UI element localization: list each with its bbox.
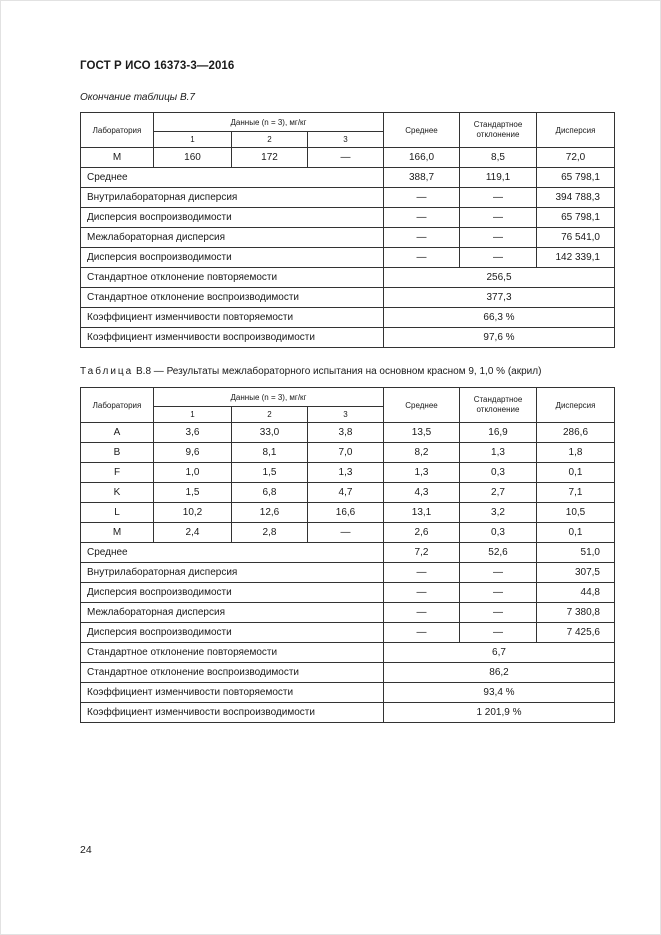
std-dev-cell: —: [460, 583, 537, 603]
stat-label: Коэффициент изменчивости повторяемости: [81, 308, 384, 328]
std-dev-cell: 1,3: [460, 443, 537, 463]
std-dev-cell: 52,6: [460, 543, 537, 563]
summary-label: Среднее: [81, 543, 384, 563]
results-table-b8: [80, 387, 615, 723]
header-std-dev: Стандартное отклонение: [460, 113, 537, 148]
stat-value: 97,6 %: [384, 328, 615, 348]
variance-cell: 65 798,1: [537, 208, 615, 228]
caption-prefix: Таблица: [80, 366, 134, 377]
summary-label: Дисперсия воспроизводимости: [81, 248, 384, 268]
stat-row: [81, 703, 615, 723]
lab-cell: K: [81, 483, 154, 503]
mean-cell: —: [384, 188, 460, 208]
value-cell-3: 3,8: [308, 423, 384, 443]
mean-cell: —: [384, 603, 460, 623]
summary-label: Дисперсия воспроизводимости: [81, 583, 384, 603]
summary-row: [81, 208, 615, 228]
stat-label: Стандартное отклонение повторяемости: [81, 268, 384, 288]
header-mean: Среднее: [384, 113, 460, 148]
value-cell-2: 12,6: [232, 503, 308, 523]
header-data: Данные (n = 3), мг/кг: [154, 113, 384, 132]
variance-cell: 51,0: [537, 543, 615, 563]
value-cell-2: 1,5: [232, 463, 308, 483]
stat-row: [81, 683, 615, 703]
summary-label: Дисперсия воспроизводимости: [81, 623, 384, 643]
stat-label: Коэффициент изменчивости воспроизводимости: [81, 703, 384, 723]
stat-row: [81, 308, 615, 328]
value-cell-3: 1,3: [308, 463, 384, 483]
summary-row: [81, 623, 615, 643]
header-data: Данные (n = 3), мг/кг: [154, 388, 384, 407]
subheader-1: 1: [154, 407, 232, 423]
lab-row: [81, 483, 615, 503]
summary-row: [81, 168, 615, 188]
lab-cell: M: [81, 523, 154, 543]
value-cell-1: 9,6: [154, 443, 232, 463]
variance-cell: 7,1: [537, 483, 615, 503]
header-laboratory: Лаборатория: [81, 113, 154, 148]
variance-cell: 7 380,8: [537, 603, 615, 623]
variance-cell: 10,5: [537, 503, 615, 523]
mean-cell: 7,2: [384, 543, 460, 563]
page-number: 24: [80, 844, 92, 856]
lab-cell: L: [81, 503, 154, 523]
header-variance: Дисперсия: [537, 113, 615, 148]
stat-label: Коэффициент изменчивости повторяемости: [81, 683, 384, 703]
lab-cell: M: [81, 148, 154, 168]
mean-cell: 1,3: [384, 463, 460, 483]
stat-value: 66,3 %: [384, 308, 615, 328]
value-cell-1: 1,0: [154, 463, 232, 483]
table-body: [81, 113, 615, 348]
results-table-b7: [80, 112, 615, 348]
stat-row: [81, 663, 615, 683]
std-dev-cell: —: [460, 188, 537, 208]
stat-value: 377,3: [384, 288, 615, 308]
std-dev-cell: —: [460, 208, 537, 228]
std-dev-cell: 3,2: [460, 503, 537, 523]
std-dev-cell: —: [460, 563, 537, 583]
stat-value: 1 201,9 %: [384, 703, 615, 723]
summary-row: [81, 563, 615, 583]
summary-label: Межлабораторная дисперсия: [81, 228, 384, 248]
mean-cell: 13,1: [384, 503, 460, 523]
variance-cell: 76 541,0: [537, 228, 615, 248]
lab-row: [81, 423, 615, 443]
variance-cell: 307,5: [537, 563, 615, 583]
mean-cell: 13,5: [384, 423, 460, 443]
value-cell-3: —: [308, 148, 384, 168]
std-dev-cell: 119,1: [460, 168, 537, 188]
caption-text: В.8 — Результаты межлабораторного испытания на основном красном 9, 1,0 % (акрил): [133, 366, 542, 377]
variance-cell: 286,6: [537, 423, 615, 443]
stat-value: 6,7: [384, 643, 615, 663]
standard-title: ГОСТ Р ИСО 16373-3—2016: [80, 60, 235, 72]
lab-cell: F: [81, 463, 154, 483]
variance-cell: 1,8: [537, 443, 615, 463]
summary-row: [81, 583, 615, 603]
value-cell-1: 2,4: [154, 523, 232, 543]
summary-row: [81, 228, 615, 248]
value-cell-3: 4,7: [308, 483, 384, 503]
lab-row: [81, 503, 615, 523]
mean-cell: —: [384, 208, 460, 228]
mean-cell: 2,6: [384, 523, 460, 543]
header-row: [81, 388, 615, 407]
header-row: [81, 113, 615, 132]
summary-label: Внутрилабораторная дисперсия: [81, 188, 384, 208]
summary-row: [81, 188, 615, 208]
stat-row: [81, 643, 615, 663]
value-cell-2: 172: [232, 148, 308, 168]
summary-label: Межлабораторная дисперсия: [81, 603, 384, 623]
header-mean: Среднее: [384, 388, 460, 423]
variance-cell: 394 788,3: [537, 188, 615, 208]
std-dev-cell: 0,3: [460, 463, 537, 483]
std-dev-cell: —: [460, 228, 537, 248]
stat-label: Стандартное отклонение повторяемости: [81, 643, 384, 663]
variance-cell: 44,8: [537, 583, 615, 603]
std-dev-cell: 2,7: [460, 483, 537, 503]
summary-row: [81, 248, 615, 268]
stat-row: [81, 328, 615, 348]
mean-cell: 8,2: [384, 443, 460, 463]
variance-cell: 0,1: [537, 463, 615, 483]
value-cell-3: —: [308, 523, 384, 543]
header-std-dev: Стандартное отклонение: [460, 388, 537, 423]
mean-cell: —: [384, 228, 460, 248]
variance-cell: 7 425,6: [537, 623, 615, 643]
mean-cell: —: [384, 248, 460, 268]
lab-row: [81, 463, 615, 483]
header-laboratory: Лаборатория: [81, 388, 154, 423]
variance-cell: 0,1: [537, 523, 615, 543]
value-cell-2: 6,8: [232, 483, 308, 503]
table-caption-continuation: Окончание таблицы В.7: [80, 92, 195, 103]
stat-label: Коэффициент изменчивости воспроизводимости: [81, 328, 384, 348]
subheader-3: 3: [308, 132, 384, 148]
mean-cell: —: [384, 583, 460, 603]
subheader-1: 1: [154, 132, 232, 148]
subheader-3: 3: [308, 407, 384, 423]
subheader-2: 2: [232, 132, 308, 148]
mean-cell: —: [384, 563, 460, 583]
stat-value: 93,4 %: [384, 683, 615, 703]
summary-label: Среднее: [81, 168, 384, 188]
variance-cell: 65 798,1: [537, 168, 615, 188]
lab-row: [81, 443, 615, 463]
lab-cell: A: [81, 423, 154, 443]
mean-cell: 388,7: [384, 168, 460, 188]
std-dev-cell: —: [460, 603, 537, 623]
value-cell-3: 16,6: [308, 503, 384, 523]
value-cell-2: 8,1: [232, 443, 308, 463]
stat-row: [81, 288, 615, 308]
value-cell-2: 2,8: [232, 523, 308, 543]
mean-cell: 166,0: [384, 148, 460, 168]
variance-cell: 72,0: [537, 148, 615, 168]
lab-row: [81, 148, 615, 168]
value-cell-2: 33,0: [232, 423, 308, 443]
value-cell-3: 7,0: [308, 443, 384, 463]
header-variance: Дисперсия: [537, 388, 615, 423]
summary-row: [81, 603, 615, 623]
summary-label: Внутрилабораторная дисперсия: [81, 563, 384, 583]
summary-row: [81, 543, 615, 563]
stat-value: 256,5: [384, 268, 615, 288]
std-dev-cell: 0,3: [460, 523, 537, 543]
subheader-2: 2: [232, 407, 308, 423]
variance-cell: 142 339,1: [537, 248, 615, 268]
value-cell-1: 10,2: [154, 503, 232, 523]
stat-label: Стандартное отклонение воспроизводимости: [81, 663, 384, 683]
table-caption-b8: [80, 366, 541, 377]
stat-row: [81, 268, 615, 288]
mean-cell: 4,3: [384, 483, 460, 503]
lab-row: [81, 523, 615, 543]
std-dev-cell: 8,5: [460, 148, 537, 168]
stat-label: Стандартное отклонение воспроизводимости: [81, 288, 384, 308]
std-dev-cell: 16,9: [460, 423, 537, 443]
lab-cell: B: [81, 443, 154, 463]
value-cell-1: 1,5: [154, 483, 232, 503]
std-dev-cell: —: [460, 248, 537, 268]
value-cell-1: 160: [154, 148, 232, 168]
value-cell-1: 3,6: [154, 423, 232, 443]
summary-label: Дисперсия воспроизводимости: [81, 208, 384, 228]
mean-cell: —: [384, 623, 460, 643]
stat-value: 86,2: [384, 663, 615, 683]
table-body: [81, 388, 615, 723]
std-dev-cell: —: [460, 623, 537, 643]
